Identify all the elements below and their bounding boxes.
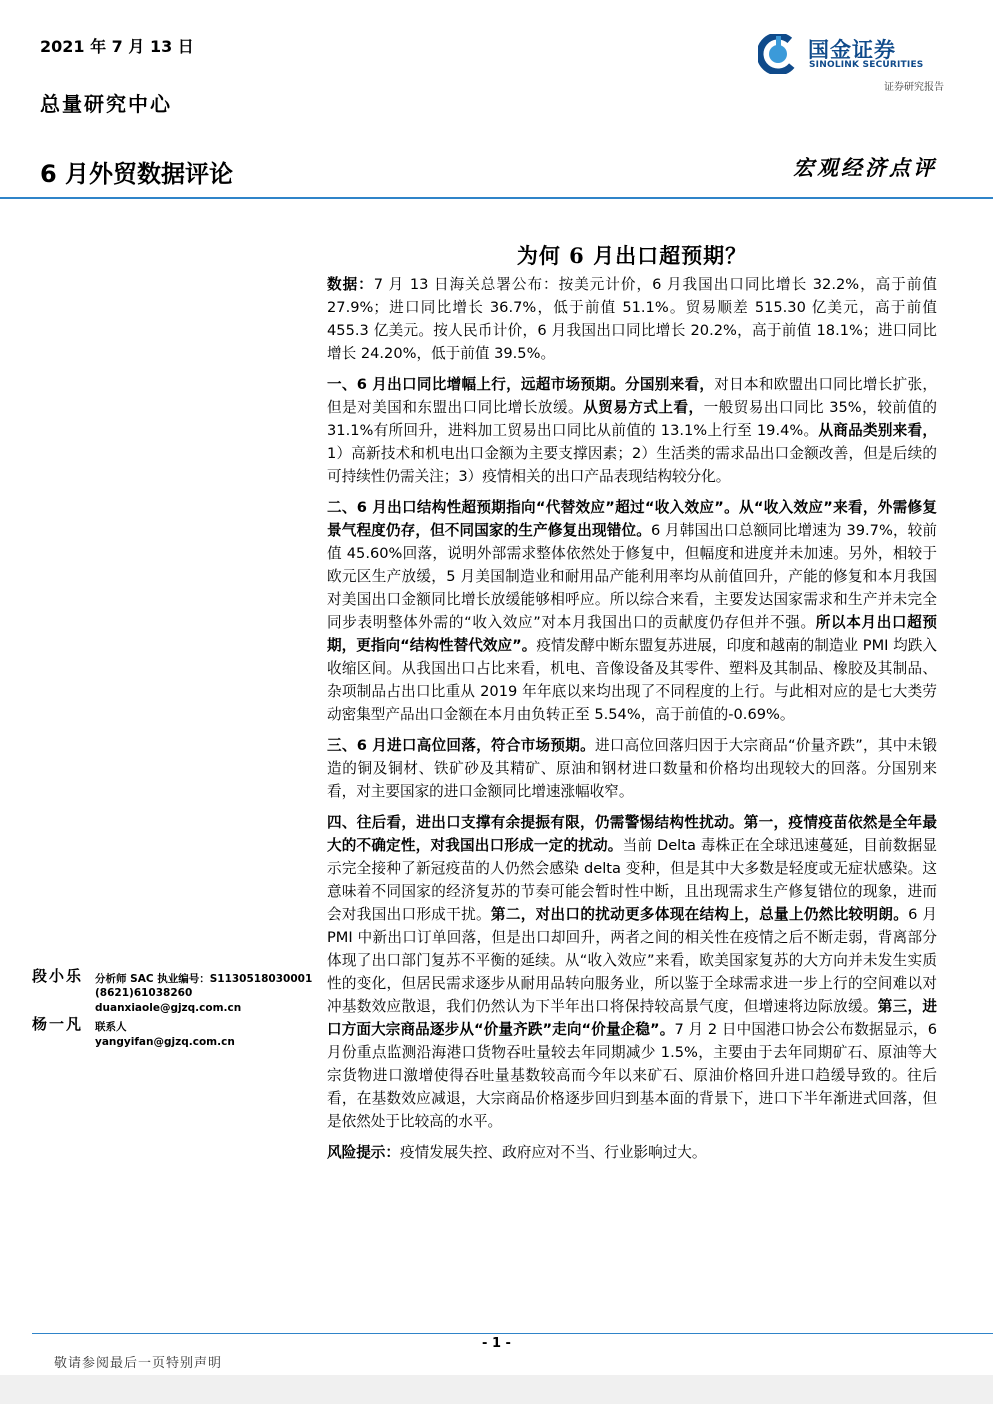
logo-name-en: SINOLINK SECURITIES bbox=[809, 60, 924, 70]
analyst-email[interactable]: duanxiaole@gjzq.com.cn bbox=[95, 1002, 242, 1014]
sinolink-logo-icon bbox=[758, 34, 798, 74]
paragraph-text-run: 当前 Delta 毒株正在全球迅速蔓延，目前数据显示完全接种了新冠疫苗的人仍然会感染 delta 变种，但是其中大多数是轻度或无症状感染。这意味着不同国家的经济复苏的节奏可能会暂时性中断，且出现需求生产修复错位的现象，进而会对我国出口形成干扰。 bbox=[327, 837, 937, 923]
contact-name: 杨一凡 bbox=[32, 1015, 84, 1033]
footer-divider bbox=[32, 1333, 993, 1334]
report-type-label: 宏观经济点评 bbox=[793, 155, 937, 180]
article-paragraph bbox=[327, 1141, 937, 1164]
paragraph-bold-run: 一、6 月出口同比增幅上行，远超市场预期。分国别来看， bbox=[327, 376, 715, 393]
paragraph-bold-run: 四、往后看，进出口支撑有余提振有限，仍需警惕结构性扰动。第一，疫情疫苗依然是全年最大的不确定性，对我国出口形成一定的扰动。 bbox=[327, 814, 937, 854]
paragraph-text-run: 一般贸易出口同比 35%，较前值的 31.1%有所回升，进料加工贸易出口同比从前值的 13.1%上行至 19.4%。 bbox=[327, 399, 937, 439]
paragraph-bold-run: 第二，对出口的扰动更多体现在结构上，总量上仍然比较明朗。 bbox=[490, 906, 909, 923]
header-divider bbox=[0, 197, 993, 199]
paragraph-text-run: 6 月 PMI 中新出口订单回落，但是出口却回升，两者之间的相关性在疫情之后不断走弱，背离部分体现了出口部门复苏不平衡的延续。从“收入效应”来看，欧美国家复苏的大方向并未发生实质性的变化，但居民需求逐步从耐用品转向服务业，所以鉴于全球需求进一步上行的空间难以对冲基数效应散退，我们仍然认为下半年出口将保持较高景气度，但增速将边际放缓。 bbox=[327, 906, 937, 1015]
page-number: - 1 - bbox=[482, 1336, 511, 1351]
logo-subtitle: 证券研究报告 bbox=[884, 82, 944, 93]
article-paragraph bbox=[327, 811, 937, 1133]
paragraph-bold-run: 从贸易方式上看， bbox=[583, 399, 704, 416]
logo-name-cn: 国金证券 bbox=[808, 38, 896, 62]
paragraph-text-run: 进口高位回落归因于大宗商品“价量齐跌”，其中未锻造的铜及铜材、铁矿砂及其精矿、原油和钢材进口数量和价格均出现较大的回落。分国别来看，对主要国家的进口金额同比增速涨幅收窄。 bbox=[327, 737, 937, 800]
analyst-name: 段小乐 bbox=[32, 967, 84, 985]
article-body bbox=[327, 273, 937, 1172]
paragraph-bold-run: 三、6 月进口高位回落，符合市场预期。 bbox=[327, 737, 595, 754]
paragraph-bold-run: 所以本月出口超预期，更指向“结构性替代效应”。 bbox=[327, 614, 937, 654]
contact-role: 联系人 bbox=[95, 1021, 127, 1033]
paragraph-bold-run: 第三，进口方面大宗商品逐步从“价量齐跌”走向“价量企稳”。 bbox=[327, 998, 937, 1038]
contact-email[interactable]: yangyifan@gjzq.com.cn bbox=[95, 1036, 235, 1048]
disclaimer-note: 敬请参阅最后一页特别声明 bbox=[54, 1356, 223, 1371]
paragraph-text-run: 6 月韩国出口总额同比增速为 39.7%，较前值 45.60%回落，说明外部需求整体依然处于修复中，但幅度和进度并未加速。另外，相较于欧元区生产放缓，5 月美国制造业和耐用品产能利用率均从前值回升，产能的修复和本月我国对美国出口金额同比增长放缓能够相呼应。所以综合来看，主要发达国家需求和生产并未完全同步表明整体外需的“收入效应”对本月我国出口的贡献度仍存但并不强。 bbox=[327, 522, 937, 631]
paragraph-bold-run: 从商品类别来看， bbox=[818, 422, 937, 439]
viewer-bottom-margin bbox=[0, 1375, 993, 1404]
article-paragraph bbox=[327, 373, 937, 488]
paragraph-text-run: 疫情发展失控、政府应对不当、行业影响过大。 bbox=[399, 1144, 707, 1161]
paragraph-text-run: 1）高新技术和机电出口金额为主要支撑因素；2）生活类的需求品出口金额改善，但是后续的可持续性仍需关注；3）疫情相关的出口产品表现结构较分化。 bbox=[327, 445, 937, 485]
paragraph-text-run: 7 月 2 日中国港口协会公布数据显示，6 月份重点监测沿海港口货物吞吐量较去年同期减少 1.5%，主要由于去年同期矿石、原油等大宗货物进口激增使得吞吐量基数较高而今年以来矿石、原油价格回升进口趋缓导致的。往后看，在基数效应减退，大宗商品价格逐步回归到基本面的背景下，进口下半年渐进式回落，但是依然处于比较高的水平。 bbox=[327, 1021, 937, 1130]
company-logo bbox=[758, 32, 948, 92]
article-headline: 为何 6 月出口超预期？ bbox=[516, 243, 748, 268]
analyst-role: 分析师 SAC 执业编号：S1130518030001 bbox=[95, 973, 313, 985]
paragraph-text-run: 疫情发酵中断东盟复苏进展，印度和越南的制造业 PMI 均跌入收缩区间。从我国出口占比来看，机电、音像设备及其零件、塑料及其制品、橡胶及其制品、杂项制品占出口比重从 2019 年年底以来均出现了不同程度的上行。与此相对应的是七大类劳动密集型产品出口金额在本月由负转正至 5.54%，高于前值的-0.69%。 bbox=[327, 637, 937, 723]
paragraph-bold-run: 数据： bbox=[327, 276, 374, 293]
report-date: 2021 年 7 月 13 日 bbox=[40, 37, 194, 56]
paragraph-text-run: 对日本和欧盟出口同比增长扩张，但是对美国和东盟出口同比增长放缓。 bbox=[327, 376, 937, 416]
paragraph-text-run: 7 月 13 日海关总署公布：按美元计价，6 月我国出口同比增长 32.2%，高于前值 27.9%；进口同比增长 36.7%，低于前值 51.1%。贸易顺差 515.30 亿美元，高于前值 455.3 亿美元。按人民币计价，6 月我国出口同比增长 20.2%，高于前值 18.1%；进口同比增长 24.20%，低于前值 39.5%。 bbox=[327, 276, 937, 362]
article-paragraph bbox=[327, 496, 937, 726]
report-title: 6 月外贸数据评论 bbox=[40, 160, 234, 188]
analyst-phone: (8621)61038260 bbox=[95, 987, 193, 999]
article-paragraph bbox=[327, 273, 937, 365]
paragraph-bold-run: 风险提示： bbox=[327, 1144, 400, 1161]
article-paragraph bbox=[327, 734, 937, 803]
department-label: 总量研究中心 bbox=[40, 92, 172, 116]
paragraph-bold-run: 二、6 月出口结构性超预期指向“代替效应”超过“收入效应”。从“收入效应”来看，外需修复景气程度仍存，但不同国家的生产修复出现错位。 bbox=[327, 499, 937, 539]
